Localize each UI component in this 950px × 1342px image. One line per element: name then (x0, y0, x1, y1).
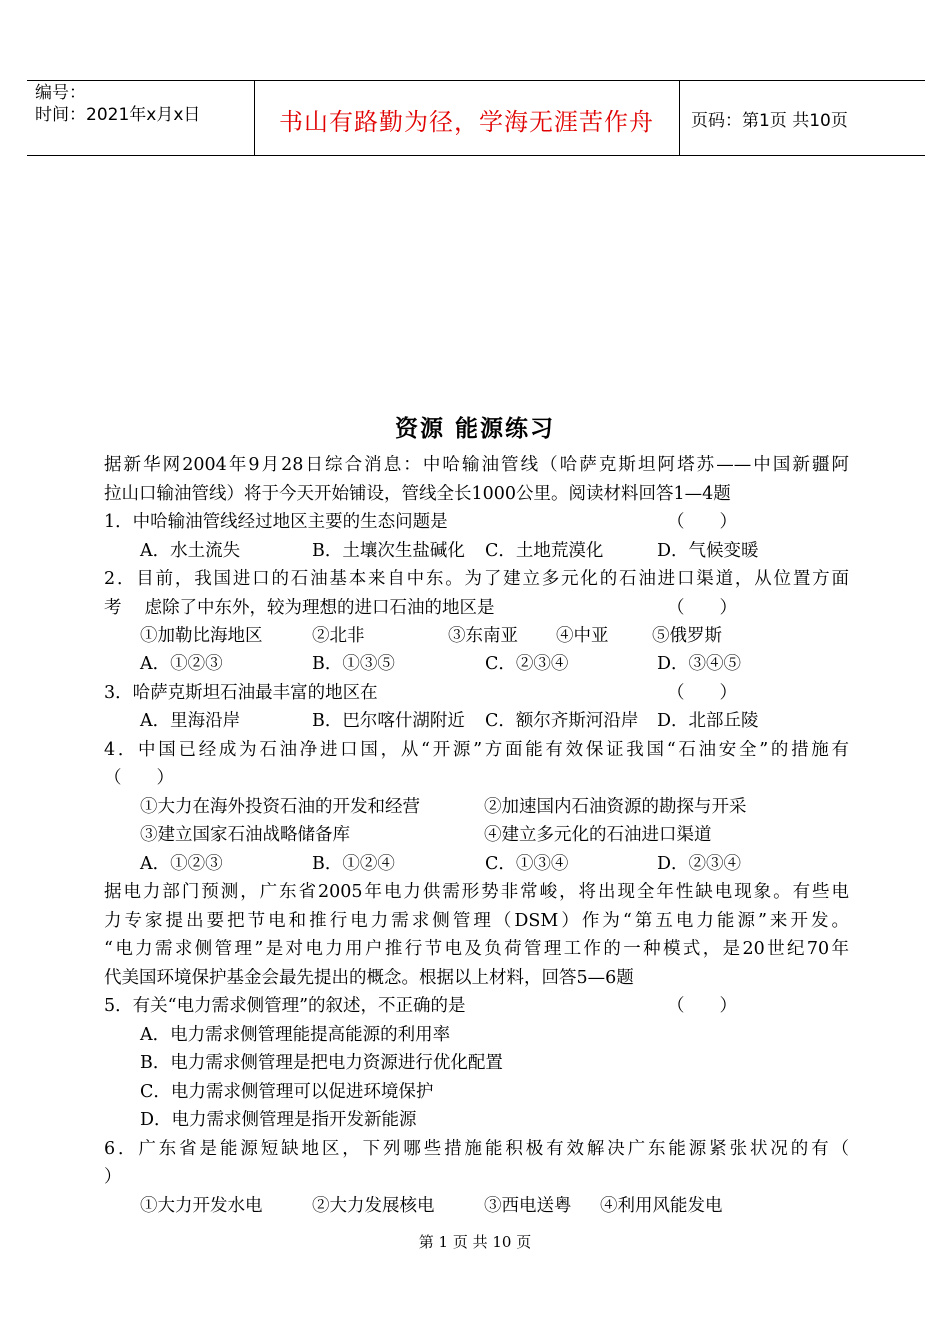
option-b: B．土壤次生盐碱化 (312, 541, 465, 561)
answer-blank: ） (104, 1167, 122, 1187)
option-a: A．电力需求侧管理能提高能源的利用率 (140, 1025, 451, 1045)
page-footer: 第 1 页 共 10 页 (418, 1233, 532, 1251)
question-stem: 3．哈萨克斯坦石油最丰富的地区在 (104, 683, 378, 703)
answer-blank: （ ） (667, 683, 737, 703)
choice-item: ④利用风能发电 (600, 1196, 723, 1216)
question-stem: 5．有关“电力需求侧管理”的叙述，不正确的是 (104, 996, 466, 1016)
option-b: B．①②④ (312, 854, 395, 874)
option-d: D．电力需求侧管理是指开发新能源 (140, 1110, 417, 1130)
option-a: A．水土流失 (140, 541, 241, 561)
choice-item: ①大力在海外投资石油的开发和经营 (140, 797, 420, 817)
option-b: B．电力需求侧管理是把电力资源进行优化配置 (140, 1053, 503, 1073)
choice-item: ③建立国家石油战略储备库 (140, 825, 350, 845)
choice-item: ③东南亚 (448, 626, 518, 646)
option-d: D．北部丘陵 (657, 711, 759, 731)
option-b: B．①③⑤ (312, 654, 395, 674)
choice-item: ①大力开发水电 (140, 1196, 263, 1216)
option-c: C．②③④ (485, 654, 569, 674)
question-stem: 6．广东省是能源短缺地区，下列哪些措施能积极有效解决广东能源紧张状况的有（ (104, 1139, 849, 1159)
question-stem: 1．中哈输油管线经过地区主要的生态问题是 (104, 512, 448, 532)
choice-item: ④建立多元化的石油进口渠道 (484, 825, 712, 845)
intro-text: 力专家提出要把节电和推行电力需求侧管理（DSM）作为“第五电力能源”来开发。 (104, 911, 849, 931)
option-a: A．里海沿岸 (140, 711, 241, 731)
choice-item: ②大力发展核电 (312, 1196, 435, 1216)
answer-blank: （ ） (667, 512, 737, 532)
option-a: A．①②③ (140, 854, 223, 874)
header-motto: 书山有路勤为径，学海无涯苦作舟 (279, 108, 654, 136)
option-b: B．巴尔喀什湖附近 (312, 711, 465, 731)
number-label: 编号： (35, 83, 86, 103)
choice-item: ②加速国内石油资源的勘探与开采 (484, 797, 747, 817)
header-bottom-rule (27, 155, 925, 156)
choice-item: ①加勒比海地区 (140, 626, 263, 646)
header-top-rule (27, 80, 925, 81)
answer-blank: （ ） (104, 768, 174, 788)
option-a: A．①②③ (140, 654, 223, 674)
question-stem: 考 虑除了中东外，较为理想的进口石油的地区是 (104, 598, 495, 618)
option-d: D．③④⑤ (657, 654, 742, 674)
choice-item: ⑤俄罗斯 (652, 626, 722, 646)
time-label: 时间：2021年x月x日 (35, 105, 201, 125)
option-c: C．土地荒漠化 (485, 541, 604, 561)
option-d: D．气候变暖 (657, 541, 759, 561)
option-d: D．②③④ (657, 854, 742, 874)
choice-item: ③西电送粤 (484, 1196, 572, 1216)
answer-blank: （ ） (667, 996, 737, 1016)
answer-blank: （ ） (667, 598, 737, 618)
question-stem: 4．中国已经成为石油净进口国，从“开源”方面能有效保证我国“石油安全”的措施有 (104, 740, 849, 760)
option-c: C．电力需求侧管理可以促进环境保护 (140, 1082, 434, 1102)
document-header (27, 80, 925, 156)
intro-text: 代美国环境保护基金会最先提出的概念。根据以上材料，回答5—6题 (104, 968, 634, 988)
option-c: C．额尔齐斯河沿岸 (485, 711, 639, 731)
intro-text: “电力需求侧管理”是对电力用户推行节电及负荷管理工作的一种模式，是20世纪70年 (104, 939, 849, 959)
choice-item: ④中亚 (556, 626, 609, 646)
header-page-label: 页码：第1页 共10页 (691, 111, 848, 131)
intro-text: 据新华网2004年9月28日综合消息：中哈输油管线（哈萨克斯坦阿塔苏——中国新疆阿 (104, 455, 849, 475)
option-c: C．①③④ (485, 854, 569, 874)
intro-text: 据电力部门预测，广东省2005年电力供需形势非常峻，将出现全年性缺电现象。有些电 (104, 882, 849, 902)
intro-text: 拉山口输油管线）将于今天开始铺设，管线全长1000公里。阅读材料回答1—4题 (104, 484, 731, 504)
question-stem: 2．目前，我国进口的石油基本来自中东。为了建立多元化的石油进口渠道，从位置方面 (104, 569, 849, 589)
header-meta (35, 82, 200, 126)
page-title: 资源 能源练习 (394, 415, 555, 442)
header-divider (679, 80, 680, 156)
choice-item: ②北非 (312, 626, 365, 646)
